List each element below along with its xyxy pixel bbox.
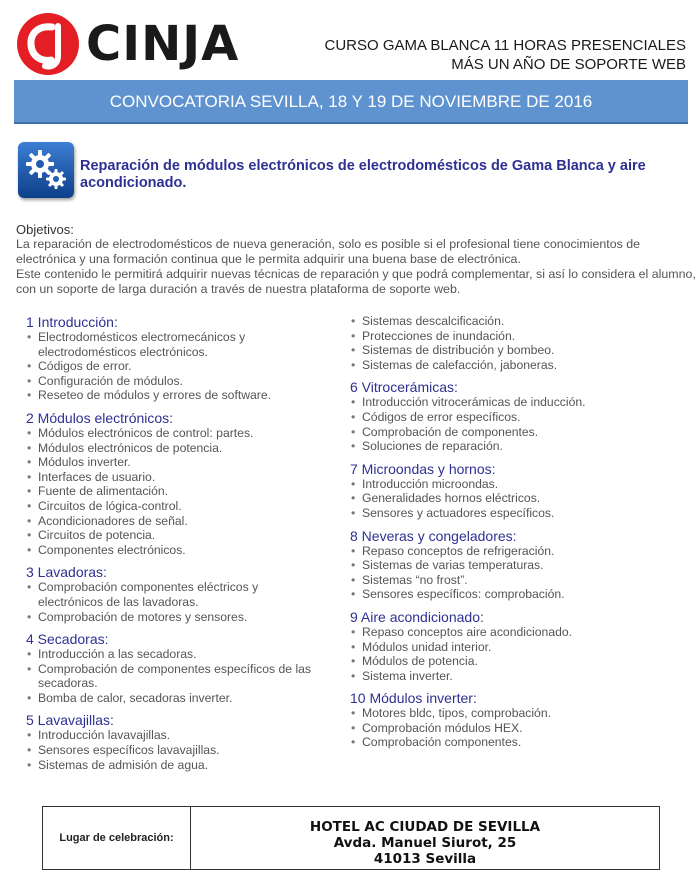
- list-item: • Comprobación de componentes específicos de las secadoras.: [26, 662, 326, 691]
- banner-text: CONVOCATORIA SEVILLA, 18 Y 19 DE NOVIEMBRE DE 2016: [109, 92, 593, 111]
- list-item: • Módulos electrónicos de potencia.: [26, 441, 326, 456]
- section-title: 2 Módulos electrónicos:: [26, 409, 174, 426]
- list-item: • Módulos de potencia.: [350, 654, 690, 669]
- list-item: • Comprobación de motores y sensores.: [26, 610, 326, 625]
- list-item: • Fuente de alimentación.: [26, 484, 326, 499]
- list-item: • Introducción a las secadoras.: [26, 647, 326, 662]
- list-item: • Acondicionadores de señal.: [26, 514, 326, 529]
- syllabus-section: [350, 461, 690, 521]
- page-header: [0, 0, 700, 80]
- venue-label: Lugar de celebración:: [43, 807, 191, 869]
- course-info: [324, 36, 686, 74]
- section-title: 6 Vitrocerámicas:: [350, 379, 458, 396]
- list-item: • Protecciones de inundación.: [350, 329, 690, 344]
- syllabus-right-column: [350, 314, 690, 757]
- list-item: • Sistemas de varias temperaturas.: [350, 558, 690, 573]
- course-line-1: CURSO GAMA BLANCA 11 HORAS PRESENCIALES: [324, 37, 686, 54]
- course-line-2: MÁS UN AÑO DE SOPORTE WEB: [451, 56, 686, 73]
- section-title: 10 Módulos inverter:: [350, 690, 477, 707]
- list-item: • Sensores y actuadores específicos.: [350, 506, 690, 521]
- venue-table: [42, 806, 660, 870]
- section-title: 4 Secadoras:: [26, 631, 109, 648]
- objectives-paragraph-1: La reparación de electrodomésticos de nueva generación, solo es posible si el profesional tiene conocimientos de electrónica y una formación continua que le permita adquirir una buena base de electrónica.: [16, 237, 641, 266]
- list-item: • Códigos de error específicos.: [350, 410, 690, 425]
- list-item: • Generalidades hornos eléctricos.: [350, 491, 690, 506]
- syllabus-left-column: [26, 314, 326, 779]
- convocatoria-banner: [14, 80, 688, 124]
- list-item: • Módulos unidad interior.: [350, 640, 690, 655]
- list-item: • Comprobación componentes eléctricos y electrónicos de las lavadoras.: [26, 580, 326, 609]
- section-item-list: [350, 314, 690, 372]
- syllabus-section: [26, 564, 326, 624]
- section-item-list: [350, 544, 690, 602]
- objectives-paragraph-2: Este contenido le permitirá adquirir nuevas técnicas de reparación y que podrá complementar, si así lo considera el alumno, con un soporte de larga duración a través de nuestra plataforma de soporte web.: [16, 267, 696, 296]
- cinja-logo-mark: [16, 12, 80, 76]
- list-item: • Soluciones de reparación.: [350, 439, 690, 454]
- syllabus-section: [350, 609, 690, 683]
- list-item: • Comprobación módulos HEX.: [350, 721, 690, 736]
- list-item: • Comprobación componentes.: [350, 735, 690, 750]
- section-item-list: [26, 330, 326, 403]
- objectives-heading: Objetivos:: [16, 222, 74, 237]
- syllabus-section: [350, 314, 690, 372]
- list-item: • Sistemas “no frost”.: [350, 573, 690, 588]
- venue-name: HOTEL AC CIUDAD DE SEVILLA: [309, 819, 541, 835]
- section-item-list: [350, 477, 690, 521]
- list-item: • Circuitos de lógica-control.: [26, 499, 326, 514]
- list-item: • Sensores específicos: comprobación.: [350, 587, 690, 602]
- section-item-list: [350, 706, 690, 750]
- section-title: 8 Neveras y congeladores:: [350, 527, 517, 544]
- section-title: 5 Lavavajillas:: [26, 712, 114, 729]
- list-item: • Sistemas de distribución y bombeo.: [350, 343, 690, 358]
- list-item: • Repaso conceptos aire acondicionado.: [350, 625, 690, 640]
- list-item: • Sistemas de admisión de agua.: [26, 758, 326, 773]
- section-title: 9 Aire acondicionado:: [350, 608, 484, 625]
- section-title: 1 Introducción:: [26, 314, 118, 330]
- list-item: • Motores bldc, tipos, comprobación.: [350, 706, 690, 721]
- syllabus-section: [350, 528, 690, 602]
- venue-details: [191, 807, 659, 869]
- syllabus-section: [350, 690, 690, 750]
- section-item-list: [26, 647, 326, 705]
- logo-wordmark: CINJA: [86, 16, 240, 72]
- section-title: 3 Lavadoras:: [26, 564, 107, 581]
- section-title: 7 Microondas y hornos:: [350, 460, 496, 477]
- section-item-list: [26, 728, 326, 772]
- list-item: • Módulos electrónicos de control: partes.: [26, 426, 326, 441]
- list-item: • Interfaces de usuario.: [26, 470, 326, 485]
- list-item: • Sensores específicos lavavajillas.: [26, 743, 326, 758]
- list-item: • Sistema inverter.: [350, 669, 690, 684]
- section-item-list: [350, 625, 690, 683]
- list-item: • Introducción microondas.: [350, 477, 690, 492]
- cinja-logo: [16, 12, 256, 76]
- list-item: • Circuitos de potencia.: [26, 528, 326, 543]
- course-title-block: [18, 142, 688, 204]
- venue-address: Avda. Manuel Siurot, 25: [333, 835, 517, 851]
- list-item: • Repaso conceptos de refrigeración.: [350, 544, 690, 559]
- list-item: • Introducción lavavajillas.: [26, 728, 326, 743]
- list-item: • Electrodomésticos electromecánicos y electrodomésticos electrónicos.: [26, 330, 326, 359]
- list-item: • Configuración de módulos.: [26, 374, 326, 389]
- venue-city: 41013 Sevilla: [373, 851, 477, 867]
- list-item: • Códigos de error.: [26, 359, 326, 374]
- section-item-list: [26, 426, 326, 557]
- syllabus-section: [26, 712, 326, 772]
- course-title: Reparación de módulos electrónicos de electrodomésticos de Gama Blanca y aire acondicionado.: [80, 158, 646, 191]
- list-item: • Bomba de calor, secadoras inverter.: [26, 691, 326, 706]
- syllabus-section: [350, 379, 690, 453]
- list-item: • Módulos inverter.: [26, 455, 326, 470]
- syllabus-section: [26, 410, 326, 557]
- section-item-list: [350, 395, 690, 453]
- list-item: • Comprobación de componentes.: [350, 425, 690, 440]
- list-item: • Sistemas descalcificación.: [350, 314, 690, 329]
- gears-icon: [18, 142, 74, 198]
- list-item: • Sistemas de calefacción, jaboneras.: [350, 358, 690, 373]
- list-item: • Componentes electrónicos.: [26, 543, 326, 558]
- objectives-section: [16, 222, 696, 297]
- list-item: • Reseteo de módulos y errores de software.: [26, 388, 326, 403]
- syllabus-section: [26, 314, 326, 403]
- syllabus-section: [26, 631, 326, 705]
- list-item: • Introducción vitrocerámicas de inducción.: [350, 395, 690, 410]
- section-item-list: [26, 580, 326, 624]
